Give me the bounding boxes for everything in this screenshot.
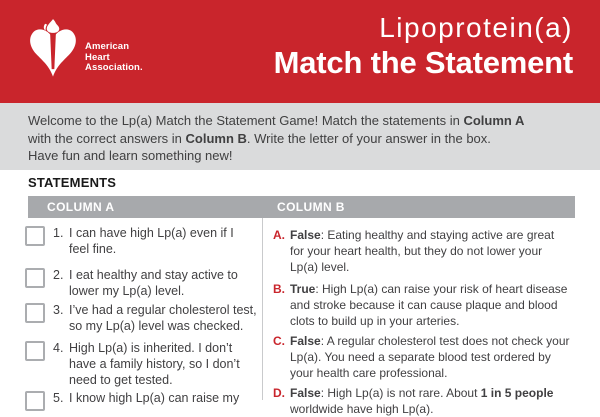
- logo-org-line-3: Association.: [85, 62, 143, 73]
- answer-letter: D.: [273, 386, 285, 400]
- statement-number: 3.: [53, 303, 64, 317]
- answer-text: False: A regular cholesterol test does not check your Lp(a). You need a separate blood test ordered by your health care professional.: [290, 334, 570, 380]
- answer-row-c: [273, 333, 573, 381]
- answer-checkbox-1[interactable]: [25, 226, 45, 246]
- statement-number: 1.: [53, 226, 64, 240]
- statement-text: I know high Lp(a) can raise my: [69, 391, 240, 405]
- statement-text: I can have high Lp(a) even if I feel fine.: [69, 226, 234, 256]
- answer-checkbox-3[interactable]: [25, 303, 45, 323]
- statement-number: 4.: [53, 341, 64, 355]
- statements-heading: STATEMENTS: [28, 175, 117, 190]
- page-title: [274, 11, 573, 81]
- header-banner: [0, 0, 600, 103]
- statement-row-5: [25, 390, 257, 411]
- intro-column-b-ref: Column B: [185, 130, 247, 146]
- intro-line1-text: Welcome to the Lp(a) Match the Statement Game! Match the statements in: [28, 113, 464, 128]
- statement-number: 5.: [53, 391, 64, 405]
- answer-row-b: [273, 281, 573, 329]
- column-headers-bar: [28, 196, 575, 218]
- logo-org-line-2: Heart: [85, 51, 110, 63]
- statement-text: High Lp(a) is inherited. I don’t have a family history, so I don’t need to get tested.: [69, 341, 240, 387]
- answer-letter: A.: [273, 228, 285, 242]
- column-divider: [262, 218, 263, 400]
- answer-verdict: False: [290, 386, 321, 400]
- aha-logo: [28, 16, 143, 84]
- statement-row-2: [25, 267, 257, 299]
- answer-text: False: Eating healthy and staying active are great for your heart health, but they do not lower your Lp(a) level.: [290, 228, 555, 274]
- statement-text: I’ve had a regular cholesterol test, so my Lp(a) level was checked.: [69, 303, 257, 333]
- heart-torch-icon: [28, 16, 78, 84]
- answer-verdict: False: [290, 334, 321, 348]
- title-line-1: Lipoprotein(a): [379, 12, 573, 43]
- answer-row-a: [273, 227, 573, 275]
- statement-row-1: [25, 225, 257, 257]
- logo-org-name: [85, 42, 143, 74]
- intro-line3-text: Have fun and learn something new!: [28, 148, 233, 163]
- column-b-header: COLUMN B: [277, 200, 345, 214]
- logo-org-line-1: American: [85, 41, 130, 52]
- answer-letter: B.: [273, 282, 285, 296]
- intro-line2-rest: . Write the letter of your answer in the box.: [246, 130, 491, 146]
- intro-text: [28, 112, 600, 165]
- answer-text: True: High Lp(a) can raise your risk of heart disease and stroke because it can cause plaque and blood clots to build up in your arteries.: [290, 282, 568, 328]
- answer-verdict: True: [290, 282, 316, 296]
- title-line-2: Match the Statement: [273, 45, 573, 80]
- intro-column-a-ref: Column A: [463, 113, 525, 128]
- intro-line2-text: with the correct answers in: [28, 130, 186, 146]
- answer-verdict: False: [290, 228, 321, 242]
- statement-row-3: [25, 302, 257, 334]
- column-a-header: COLUMN A: [47, 200, 115, 214]
- statement-number: 2.: [53, 268, 64, 282]
- intro-banner: [0, 103, 600, 170]
- answer-text: False: High Lp(a) is not rare. About 1 in 5 people worldwide have high Lp(a).: [290, 386, 554, 416]
- answer-checkbox-4[interactable]: [25, 341, 45, 361]
- column-b-list: [273, 227, 573, 417]
- answer-checkbox-2[interactable]: [25, 268, 45, 288]
- answer-checkbox-5[interactable]: [25, 391, 45, 411]
- statement-row-4: [25, 340, 257, 388]
- answer-row-d: [273, 385, 573, 417]
- column-a-list: [25, 225, 257, 411]
- answer-letter: C.: [273, 334, 285, 348]
- statement-text: I eat healthy and stay active to lower my Lp(a) level.: [69, 268, 238, 298]
